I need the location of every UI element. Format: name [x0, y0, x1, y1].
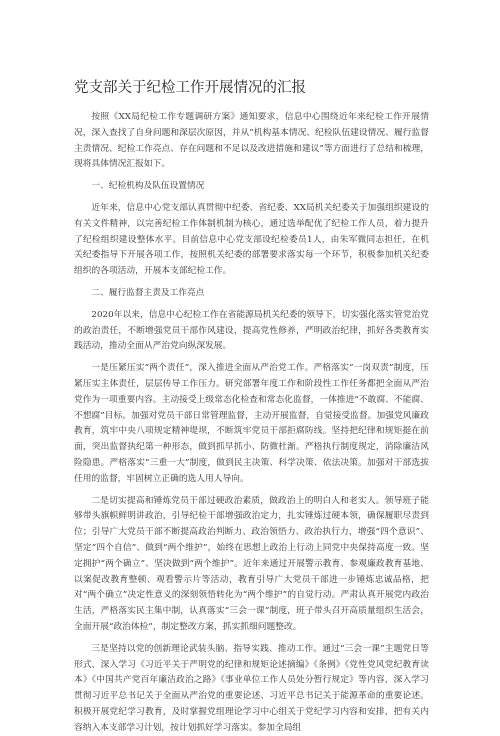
point-1-paragraph: 一是压紧压实“两个责任”，深入推进全面从严治党工作。严格落实“一岗双责”制度，压紧压实主体责任，层层传导工作压力。研究部署年度工作和阶段性工作任务都把全面从严治党作为一项重要内容。主动接受上级常态化检查和常态化监督，一体推进“不敢腐、不能腐、不想腐”目标。加强对党员干部日常管理监督，主动开展监督，自觉接受监督。加强党风廉政教育，筑牢中央八项规定精神堤坝，不断筑牢党员干部拒腐防线。坚持把纪律和规矩挺在前面，突出监督执纪第一种形态，做到抓早抓小、防微杜渐。严格执行制度规定，消除廉洁风险隐患。严格落实“三重一大”制度，做到民主决策、科学决策、依法决策。加强对干部选拔任用的监督，牢固树立正确的选人用人导向。 — [74, 363, 429, 484]
point-2-paragraph: 二是切实提高和锤炼党员干部过硬政治素质，做政治上的明白人和老实人。领导班子能够带头旗帜鲜明讲政治，引导纪检干部增强政治定力，扎实锤炼过硬本领，确保履职尽责到位；引导广大党员干部不断提高政治判断力、政治领悟力、政治执行力，增强“四个意识”、坚定“四个自信”、做到“两个维护”，始终在思想上政治上行动上同党中央保持高度一致。坚定拥护“两个确立”、坚决做到“两个维护”。近年来通过开展警示教育、参观廉政教育基地、以案促改教育整顿、观看警示片等活动，教育引导广大党员干部进一步锤炼忠诚品格，把对“两个确立”决定性意义的深刻领悟转化为“两个维护”的自觉行动。严肃认真开展党内政治生活，严格落实民主集中制，认真落实“三会一课”制度，班子带头召开高质量组织生活会，全面开展“政治体检”，制定整改方案，抓实抓细问题整改。 — [74, 495, 429, 632]
section-2-heading: 二、履行监督主责及工作亮点 — [91, 287, 205, 298]
section-2-intro-paragraph: 2020年以来，信息中心纪检工作在省能源局机关纪委的领导下，切实强化落实管党治党的政治责任，不断增强党员干部作风建设，提高党性修养，严明政治纪律，抓好各类教育实践活动，推动全面从严治党向纵深发展。 — [74, 309, 429, 352]
document-title: 党支部关于纪检工作开展情况的汇报 — [74, 80, 306, 96]
intro-paragraph: 按照《XX局纪检工作专题调研方案》通知要求，信息中心围绕近年来纪检工作开展情况，深入查找了自身问题和深层次原因，并从“机构基本情况、纪检队伍建设情况、履行监督主责情况、纪检工作亮点、存在问题和不足以及改进措施和建议”等方面进行了总结和梳理，现将具体情况汇报如下。 — [74, 112, 429, 170]
section-1-paragraph: 近年来，信息中心党支部认真贯彻中纪委、省纪委、XX局机关纪委关于加强组织建设的有关文件精神，以完善纪检工作体制机制为核心，通过选举配优了纪检工作人员，着力提升了纪检组织建设整体水平。目前信息中心党支部设纪检委员1人，由朱军微同志担任，在机关纪委指导下开展各项工作，按照机关纪委的部署要求落实每一个环节，积极参加机关纪委组织的各项活动，开展本支部纪检工作。 — [74, 202, 429, 277]
point-3-paragraph: 三是坚持以党的创新理论武装头脑、指导实践、推动工作。通过“三会一课”主题党日等形式，深入学习《习近平关于严明党的纪律和规矩论述摘编》《条例》《党性党风党纪教育读本》《中国共产党百年廉洁政治之路》《事业单位工作人员处分暂行规定》等内容，深入学习贯彻习近平总书记关于全面从严治党的重要论述、习近平总书记关于能源革命的重要论述。积极开展党纪学习教育，及时掌握党组理论学习中心组关于党纪学习内容和安排，把有关内容纳入本支部学习计划，按计划抓好学习落实。参加全局组 — [74, 643, 429, 733]
section-1-heading: 一、纪检机构及队伍设置情况 — [91, 181, 205, 192]
